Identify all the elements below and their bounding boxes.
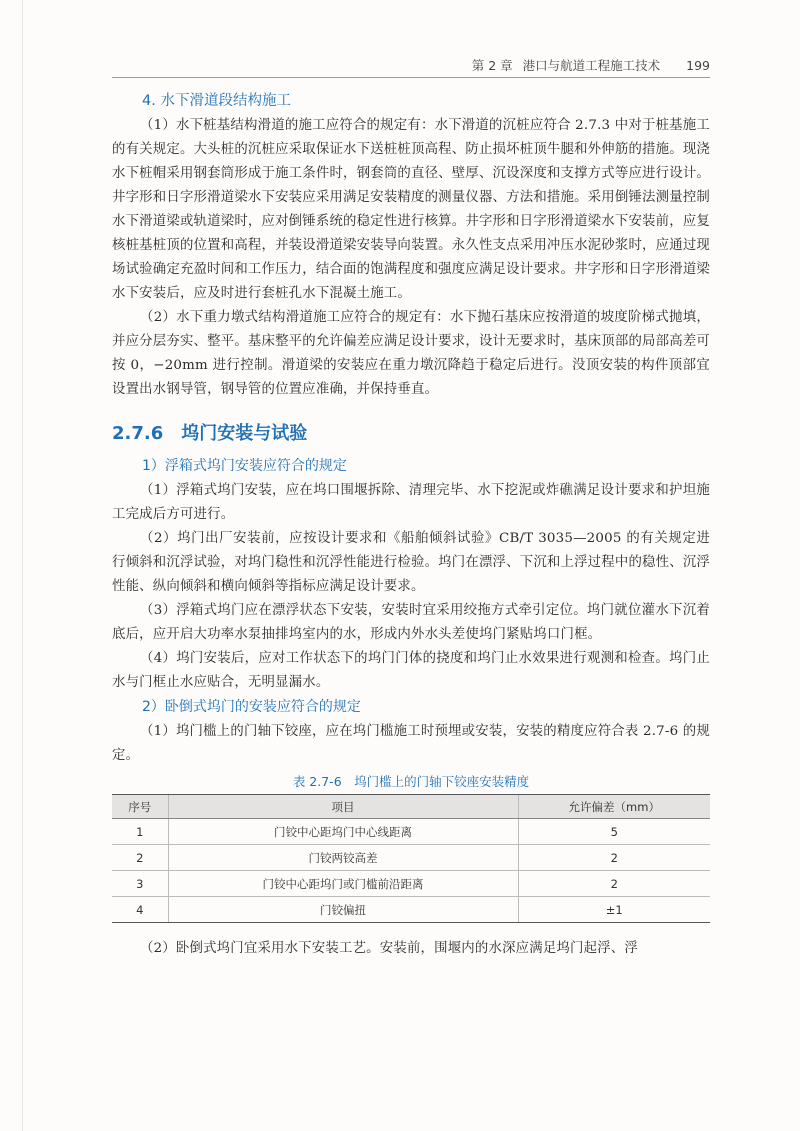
table-cell: 2	[518, 871, 710, 897]
section-title: 坞门安装与试验	[181, 423, 308, 444]
section-number: 2.7.6	[112, 423, 164, 444]
table-row	[112, 819, 710, 845]
table-row	[112, 845, 710, 871]
table-header-row	[112, 795, 710, 819]
table-row	[112, 871, 710, 897]
paragraph: （4）坞门安装后，应对工作状态下的坞门门体的挠度和坞门止水效果进行观测和检查。坞门止水与门框止水应贴合，无明显漏水。	[112, 651, 710, 690]
table-caption: 表 2.7-6 坞门槛上的门轴下铰座安装精度	[292, 774, 530, 789]
paragraph: （3）浮箱式坞门应在漂浮状态下安装，安装时宜采用绞拖方式牵引定位。坞门就位灌水下沉着底后，应开启大功率水泵抽排坞室内的水，形成内外水头差使坞门紧贴坞口门框。	[112, 603, 710, 642]
section-heading	[112, 414, 710, 454]
table-cell: 3	[112, 871, 168, 897]
paragraph: （2）坞门出厂安装前，应按设计要求和《船舶倾斜试验》CB/T 3035—2005 的有关规定进行倾斜和沉浮试验，对坞门稳性和沉浮性能进行检验。坞门在漂浮、下沉和上浮过程中的稳性、沉浮性能、纵向倾斜和横向倾斜等指标应满足设计要求。	[112, 531, 710, 594]
sub-heading: 2）卧倒式坞门的安装应符合的规定	[142, 699, 361, 715]
paragraph: （2）卧倒式坞门宜采用水下安装工艺。安装前，围堰内的水深应满足坞门起浮、浮	[140, 941, 638, 956]
paragraph: （1）水下桩基结构滑道的施工应符合的规定有：水下滑道的沉桩应符合 2.7.3 中对于桩基施工的有关规定。大头桩的沉桩应采取保证水下送桩桩顶高程、防止损坏桩顶牛腿和外伸筋的措施。现浇水下桩帽采用钢套筒形成于施工条件时，钢套筒的直径、壁厚、沉设深度和支撑方式等应进行设计。井字形和日字形滑道梁水下安装应采用满足安装精度的测量仪器、方法和措施。采用倒锤法测量控制水下滑道梁或轨道梁时，应对倒锤系统的稳定性进行核算。井字形和日字形滑道梁水下安装前，应复核桩基桩顶的位置和高程，并装设滑道梁安装导向装置。永久性支点采用冲压水泥砂浆时，应通过现场试验确定充盈时间和工作压力，结合面的饱满程度和强度应满足设计要求。井字形和日字形滑道梁水下安装后，应及时进行套桩孔水下混凝土施工。	[112, 118, 710, 301]
header-title: 港口与航道工程施工技术	[522, 58, 661, 73]
page-edge-rule	[22, 0, 23, 1131]
table-cell: 2	[112, 845, 168, 871]
running-header	[112, 56, 710, 74]
paragraph: （2）水下重力墩式结构滑道施工应符合的规定有：水下抛石基床应按滑道的坡度阶梯式抛填，并应分层夯实、整平。基床整平的允许偏差应满足设计要求，设计无要求时，基床顶部的局部高差可按 0，−20mm 进行控制。滑道梁的安装应在重力墩沉降趋于稳定后进行。没顶安装的构件顶部宜设置出水钢导管，钢导管的位置应准确，并保持垂直。	[112, 310, 710, 397]
column-header: 序号	[112, 795, 168, 819]
table-cell: 门铰中心距坞门或门槛前沿距离	[168, 871, 518, 897]
header-chapter: 第 2 章	[471, 58, 513, 73]
column-header: 允许偏差（mm）	[518, 795, 710, 819]
table-cell: 门铰两铰高差	[168, 845, 518, 871]
table-cell: 1	[112, 819, 168, 845]
table-cell: 4	[112, 897, 168, 923]
table-row	[112, 897, 710, 923]
column-header: 项目	[168, 795, 518, 819]
paragraph: （1）浮箱式坞门安装，应在坞口围堰拆除、清理完毕、水下挖泥或炸礁满足设计要求和护坦施工完成后方可进行。	[112, 483, 710, 522]
table-cell: 门铰偏扭	[168, 897, 518, 923]
header-divider	[112, 77, 710, 78]
table-cell: ±1	[518, 897, 710, 923]
paragraph: （1）坞门槛上的门轴下铰座，应在坞门槛施工时预埋或安装，安装的精度应符合表 2.7-6 的规定。	[112, 724, 710, 763]
page-content	[112, 88, 710, 961]
subsection-heading: 4. 水下滑道段结构施工	[142, 93, 291, 109]
page-number: 199	[686, 58, 710, 73]
table-cell: 门铰中心距坞门中心线距离	[168, 819, 518, 845]
table-cell: 2	[518, 845, 710, 871]
precision-table	[112, 794, 710, 923]
table-cell: 5	[518, 819, 710, 845]
sub-heading: 1）浮箱式坞门安装应符合的规定	[142, 458, 347, 474]
